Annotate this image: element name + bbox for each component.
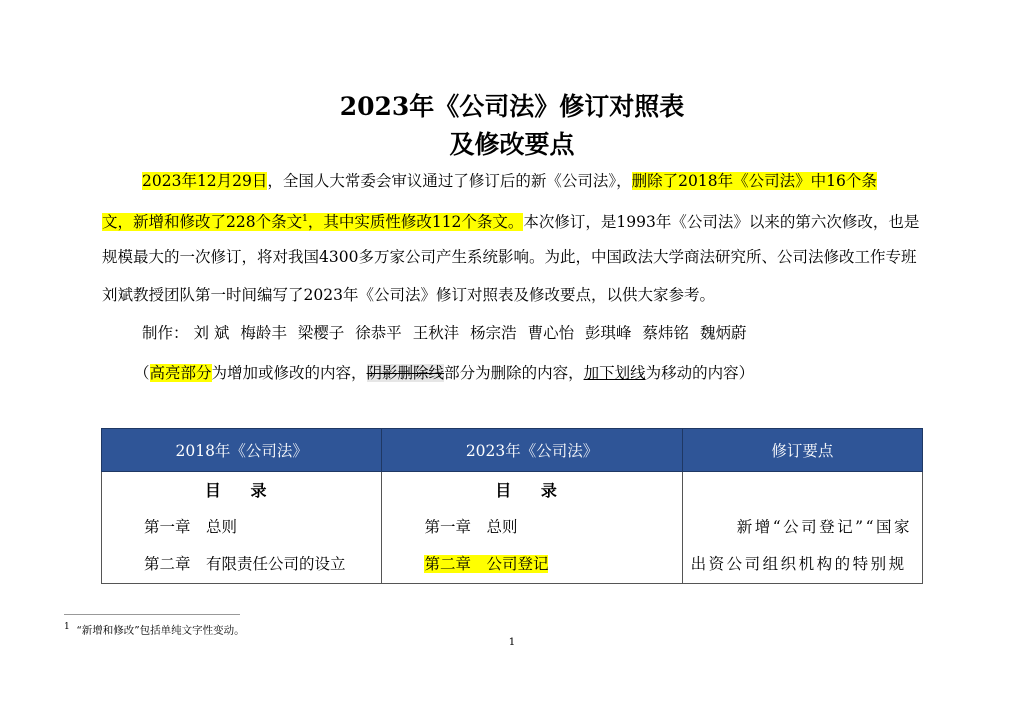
document-title-line2: 及修改要点 [449,130,575,159]
table-row [102,472,923,584]
highlight-date: 2023年12月29日 [142,172,268,190]
credits-label: 制作： [142,324,189,342]
intro-line-3: 规模最大的一次修订，将对我国4300多万家公司产生系统影响。为此，中国政法大学商法研究所、公司法修改工作专班 [102,248,917,266]
cell-notes [682,472,922,584]
toc-heading: 目 录 [204,481,279,500]
legend-highlight: 高亮部分 [149,364,212,382]
credit-name: 梁樱子 [297,324,345,342]
intro-text: 本次修订，是1993年《公司法》以来的第六次修改，也是 [523,213,920,232]
highlight-chapter: 第二章 公司登记 [424,555,549,573]
intro-line-4: 刘斌教授团队第一时间编写了2023年《公司法》修订对照表及修改要点，以供大家参考。 [102,286,715,304]
footnote-ref[interactable]: 1 [302,214,308,224]
credit-name: 刘 斌 [193,324,230,342]
header-2023-law: 2023年《公司法》 [382,429,682,472]
chapter-item: 第一章 总则 [144,518,238,536]
credit-name: 彭琪峰 [585,324,632,342]
page-number: 1 [508,636,516,648]
chapter-item [382,546,681,583]
credit-name: 曹心怡 [527,324,575,342]
credit-name: 徐恭平 [355,324,402,342]
intro-line-1 [102,162,960,200]
credit-name: 蔡炜铭 [642,324,690,342]
cell-2023 [382,472,682,584]
cell-2018 [102,472,382,584]
header-2018-law: 2018年《公司法》 [102,429,382,472]
table-header-row [102,429,923,472]
highlight-added-count: 文，新增和修改了228个条文$^1$，其中实质性修改112个条文。 [102,213,524,232]
revision-note-line: 出资公司组织机构的特别规 [690,555,907,573]
intro-line-2 [102,200,960,238]
footnote-mark: 1 [64,622,70,632]
footnote-divider [64,614,240,615]
legend-underline: 加下划线 [583,364,646,382]
legend: （高亮部分为增加或修改的内容，阴影删除线部分为删除的内容，加下划线为移动的内容） [134,364,755,382]
document-title-line1: 2023年《公司法》修订对照表 [339,92,685,121]
credit-name: 王秋沣 [412,324,460,342]
footnote-text: “新增和修改”包括单纯文字性变动。 [76,624,245,637]
credit-name: 梅龄丰 [240,324,287,342]
credit-name: 杨宗浩 [470,324,517,342]
header-revision-notes: 修订要点 [682,429,922,472]
credits [142,318,752,348]
chapter-item: 第二章 有限责任公司的设立 [144,555,346,573]
credit-name: 魏炳蔚 [699,324,747,342]
legend-strikethrough: 阴影删除线 [366,364,445,382]
intro-text: ，全国人大常委会审议通过了修订后的新《公司法》， [267,172,632,190]
intro-paragraph [102,162,960,314]
highlight-deleted-count: 删除了2018年《公司法》中16个条 [631,172,877,190]
revision-note-line: 新增“公司登记”“国家 [736,518,912,536]
chapter-item: 第一章 总则 [424,518,518,536]
comparison-table [101,428,923,584]
toc-heading: 目 录 [495,481,569,500]
